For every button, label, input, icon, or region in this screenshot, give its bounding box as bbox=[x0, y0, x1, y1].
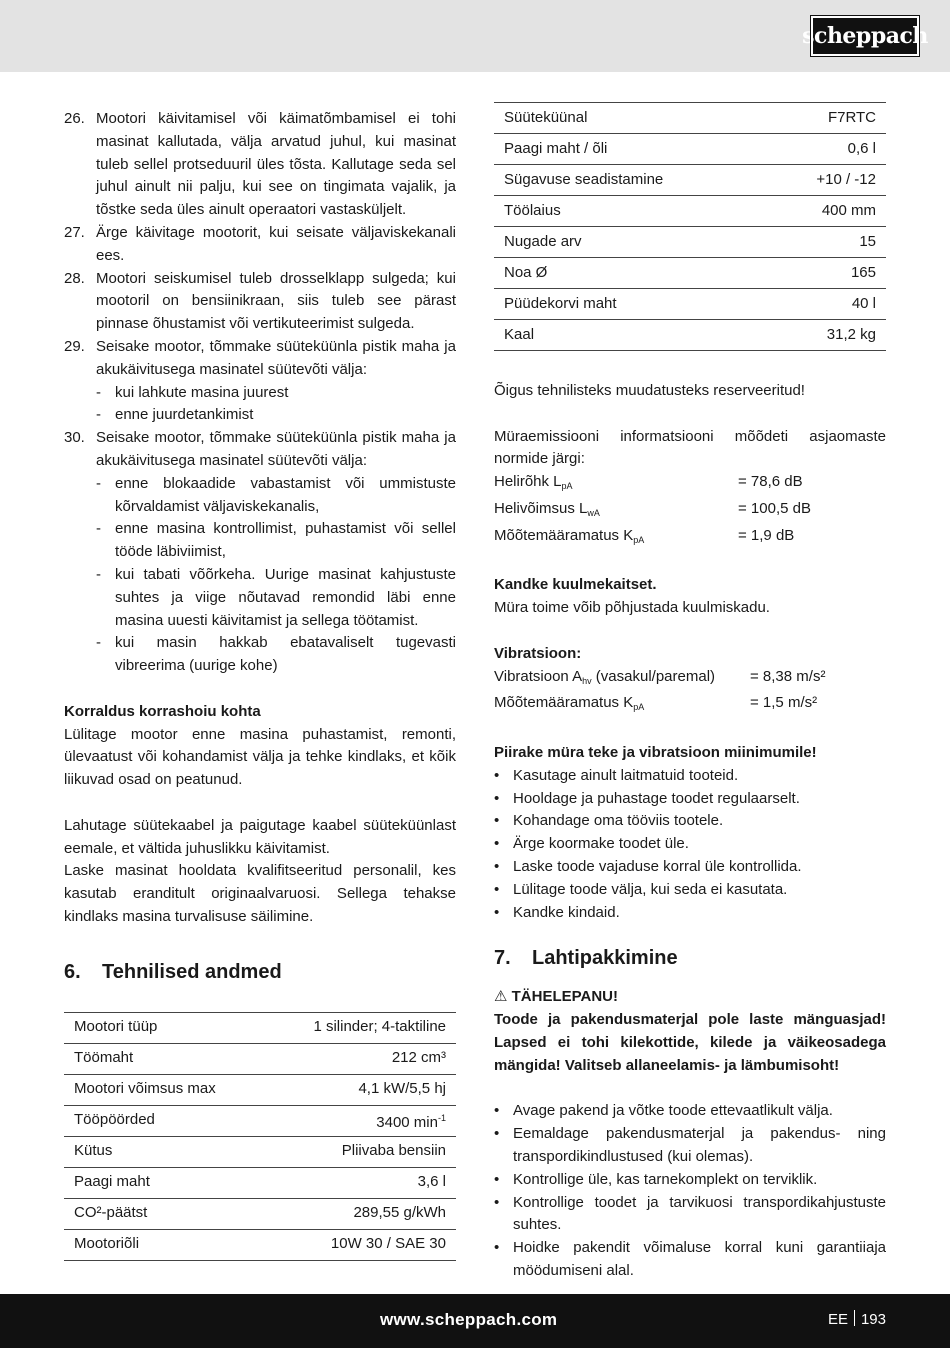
section-number: 7. bbox=[494, 947, 511, 970]
dash-item: - enne blokaadide vabastamist või ummistuste kõrvaldamist väljaviskekanalis, bbox=[96, 474, 456, 515]
list-item bbox=[64, 222, 456, 268]
divider bbox=[854, 1310, 855, 1326]
list-item: • Hooldage ja puhastage toodet regulaarselt. bbox=[494, 789, 800, 807]
list-item: • Kohandage oma tööviis tootele. bbox=[494, 812, 724, 830]
vibration-heading: Vibratsioon: bbox=[494, 644, 582, 662]
table-row bbox=[494, 103, 886, 134]
warning-icon: ⚠ bbox=[494, 988, 508, 1006]
spec-value: Pliivaba bensiin bbox=[341, 1142, 446, 1160]
scheppach-logo: scheppach bbox=[811, 16, 919, 56]
spec-value: 0,6 l bbox=[847, 139, 876, 157]
spec-value: 3,6 l bbox=[417, 1173, 446, 1191]
maintenance-paragraph: Lahutage süütekaabel ja paigutage kaabel süüteküünlast eemale, et vältida juhuslikku käivitamist. bbox=[64, 816, 456, 857]
spec-label: CO²-päätst bbox=[74, 1204, 148, 1222]
spec-value: 4,1 kW/5,5 hj bbox=[358, 1080, 446, 1098]
section-title: Tehnilised andmed bbox=[102, 960, 282, 983]
table-row bbox=[64, 1136, 456, 1167]
warning-text: Toode ja pakendusmaterjal pole laste mänguasjad! Lapsed ei tohi kilekottide, kilede ja väikeosadega mängida! Valitseb allaneelamis- ja lämbumisoht! bbox=[494, 1011, 886, 1074]
spec-label: Nugade arv bbox=[504, 232, 582, 250]
spec-value: 40 l bbox=[851, 294, 876, 312]
list-item: • Avage pakend ja võtke toode ettevaatlikult välja. bbox=[494, 1102, 833, 1120]
table-row bbox=[64, 1198, 456, 1229]
table-row bbox=[494, 227, 886, 258]
spec-value: 3400 $\min^{-1}$ bbox=[376, 1112, 446, 1131]
list-item: • Kandke kindaid. bbox=[494, 903, 620, 921]
section-heading bbox=[494, 945, 886, 971]
table-row bbox=[494, 258, 886, 289]
vibration-row: Mõõtemääramatus $K_{pA}$ = 1,5 m/s² bbox=[494, 694, 818, 713]
ear-protection-text: Müra toime võib põhjustada kuulmiskadu. bbox=[494, 599, 770, 617]
table-row bbox=[64, 1229, 456, 1260]
spec-value: +10 / -12 bbox=[816, 170, 876, 188]
table-row bbox=[64, 1074, 456, 1105]
spec-value: 10W 30 / SAE 30 bbox=[330, 1235, 446, 1253]
spec-value: 1 silinder; 4-taktiline bbox=[313, 1018, 446, 1036]
list-item bbox=[64, 336, 456, 427]
list-item bbox=[64, 268, 456, 336]
spec-label: Süüteküünal bbox=[504, 108, 588, 126]
spec-value: F7RTC bbox=[827, 108, 876, 126]
limit-heading: Piirake müra teke ja vibratsioon miinimumile! bbox=[494, 743, 817, 761]
spec-label: Mootori võimsus max bbox=[74, 1080, 216, 1098]
right-column bbox=[494, 102, 886, 1283]
page-num: 193 bbox=[860, 1311, 886, 1328]
item-number: 26. bbox=[64, 110, 85, 127]
item-number: 28. bbox=[64, 269, 85, 287]
table-row bbox=[64, 1167, 456, 1198]
maintenance-heading: Korraldus korrashoiu kohta bbox=[64, 702, 261, 720]
list-item bbox=[64, 108, 456, 222]
spec-value: 212 cm³ bbox=[391, 1049, 446, 1067]
dash-item: - enne masina kontrollimist, puhastamist või sellel tööde läbiviimist, bbox=[96, 520, 456, 561]
section-heading bbox=[64, 959, 456, 985]
table-row bbox=[494, 134, 886, 165]
spec-label: Töölaius bbox=[504, 201, 561, 219]
spec-value: 400 mm bbox=[821, 201, 876, 219]
reserve-note: Õigus tehnilisteks muudatusteks reserveeritud! bbox=[494, 382, 805, 399]
dash-item: - kui masin hakkab ebatavaliselt tugevasti vibreerima (uurige kohe) bbox=[96, 634, 456, 675]
spec-table bbox=[494, 102, 886, 351]
language-code: EE bbox=[827, 1311, 848, 1328]
footer-url[interactable]: www.scheppach.com bbox=[380, 1310, 558, 1329]
item-text: Mootori seiskumisel tuleb drosselklapp sulgeda; kui mootoril on bensiinikraan, siis tuleb see pärast pinnase õhustamist või vertikuteerimist sulgeda. bbox=[96, 269, 456, 333]
vibration-row: Vibratsioon $A_{hv}$ (vasakul/paremal) = 8,38 m/s² bbox=[494, 667, 826, 686]
section-number: 6. bbox=[64, 960, 81, 983]
list-item: • Kontrollige toodet ja tarvikuosi transpordikahjustuste suhtes. bbox=[494, 1193, 886, 1234]
spec-table bbox=[64, 1012, 456, 1261]
item-number: 30. bbox=[64, 429, 85, 447]
spec-value: 289,55 g/kWh bbox=[353, 1204, 446, 1222]
footer-bar bbox=[0, 1294, 950, 1348]
spec-label: Tööpöörded bbox=[74, 1111, 155, 1129]
dash-item: - enne juurdetankimist bbox=[96, 406, 254, 424]
list-item: • Hoidke pakendit võimaluse korral kuni garantiiaja möödumiseni alal. bbox=[494, 1239, 886, 1279]
ear-protection-heading: Kandke kuulmekaitset. bbox=[494, 576, 657, 594]
header-bar bbox=[0, 0, 950, 72]
spec-label: Noa Ø bbox=[504, 263, 548, 281]
table-row bbox=[64, 1105, 456, 1136]
list-item: • Laske toode vajaduse korral üle kontrollida. bbox=[494, 857, 802, 875]
list-item: • Kontrollige üle, kas tarnekomplekt on terviklik. bbox=[494, 1170, 818, 1188]
table-row bbox=[494, 196, 886, 227]
spec-value: 15 bbox=[859, 232, 876, 250]
dash-item: - kui lahkute masina juurest bbox=[96, 383, 289, 401]
spec-label: Sügavuse seadistamine bbox=[504, 170, 664, 188]
noise-row: Helirõhk $L_{pA}$ = 78,6 dB bbox=[494, 473, 803, 492]
item-text: Seisake mootor, tõmmake süüteküünla pistik maha ja akukäivitusega masinatel süütevõti välja: bbox=[96, 337, 456, 378]
warning-label: TÄHELEPANU! bbox=[511, 988, 619, 1006]
item-text: Ärge käivitage mootorit, kui seisate väljaviskekanali ees. bbox=[96, 223, 456, 264]
table-row bbox=[64, 1043, 456, 1074]
noise-intro: Müraemissiooni informatsiooni mõõdeti asjaomaste normide järgi: bbox=[494, 427, 886, 468]
item-number: 29. bbox=[64, 337, 85, 355]
maintenance-paragraph: Lülitage mootor enne masina puhastamist, remonti, ülevaatust või kohandamist välja ja tehke kindlaks, et kõik liikuvad osad on peatunud. bbox=[64, 725, 456, 789]
dash-item: - kui tabati võõrkeha. Uurige masinat kahjustuste suhtes ja viige nõutavad remondid läbi enne masina uuesti käivitamist ja sellega töötamist. bbox=[96, 565, 456, 629]
spec-value: 165 bbox=[850, 263, 876, 281]
spec-value: 31,2 kg bbox=[826, 325, 876, 343]
table-row bbox=[64, 1012, 456, 1043]
noise-row: Mõõtemääramatus $K_{pA}$ = 1,9 dB bbox=[494, 526, 795, 545]
spec-label: Mootori tüüp bbox=[74, 1018, 158, 1036]
item-text: Seisake mootor, tõmmake süüteküünla pistik maha ja akukäivitusega masinatel süütevõti välja: bbox=[96, 429, 456, 469]
spec-label: Püüdekorvi maht bbox=[504, 294, 617, 312]
spec-label: Paagi maht / õli bbox=[504, 139, 608, 157]
noise-row: Helivõimsus $L_{wA}$ = 100,5 dB bbox=[494, 499, 811, 518]
item-number: 27. bbox=[64, 223, 85, 241]
item-text: Mootori käivitamisel või käimatõmbamisel ei tohi masinat kallutada, välja arvatud juhul, kui masinat tuleb sellel protseduuril üles tõsta. Kallutage seda sel juhul ainult nii palju, kui see on tingimata vajalik, ja tõstke seda üles ainult operaatori vastasküljelt. bbox=[96, 110, 456, 219]
warning-heading bbox=[494, 986, 886, 1009]
list-item: • Lülitage toode välja, kui seda ei kasutata. bbox=[494, 880, 788, 898]
table-row bbox=[494, 165, 886, 196]
list-item: • Kasutage ainult laitmatuid tooteid. bbox=[494, 766, 739, 784]
section-title: Lahtipakkimine bbox=[532, 947, 678, 970]
list-item bbox=[64, 427, 456, 678]
list-item: • Eemaldage pakendusmaterjal ja pakendus- ning transpordikindlustused (kui olemas). bbox=[494, 1125, 886, 1165]
table-row bbox=[494, 289, 886, 320]
spec-label: Paagi maht bbox=[74, 1173, 150, 1191]
spec-label: Kütus bbox=[74, 1142, 113, 1160]
spec-label: Kaal bbox=[504, 325, 535, 343]
page-number bbox=[828, 1310, 886, 1328]
list-item: • Ärge koormake toodet üle. bbox=[494, 835, 689, 853]
spec-label: Mootoriõli bbox=[74, 1235, 140, 1253]
left-column bbox=[64, 108, 456, 1261]
maintenance-paragraph: Laske masinat hooldata kvalifitseeritud personalil, kes kasutab eranditult originaalvaruosi. Sellega tehakse kindlaks masina turvalisuse säilimine. bbox=[64, 862, 456, 925]
spec-label: Töömaht bbox=[74, 1049, 134, 1067]
table-row bbox=[494, 320, 886, 351]
